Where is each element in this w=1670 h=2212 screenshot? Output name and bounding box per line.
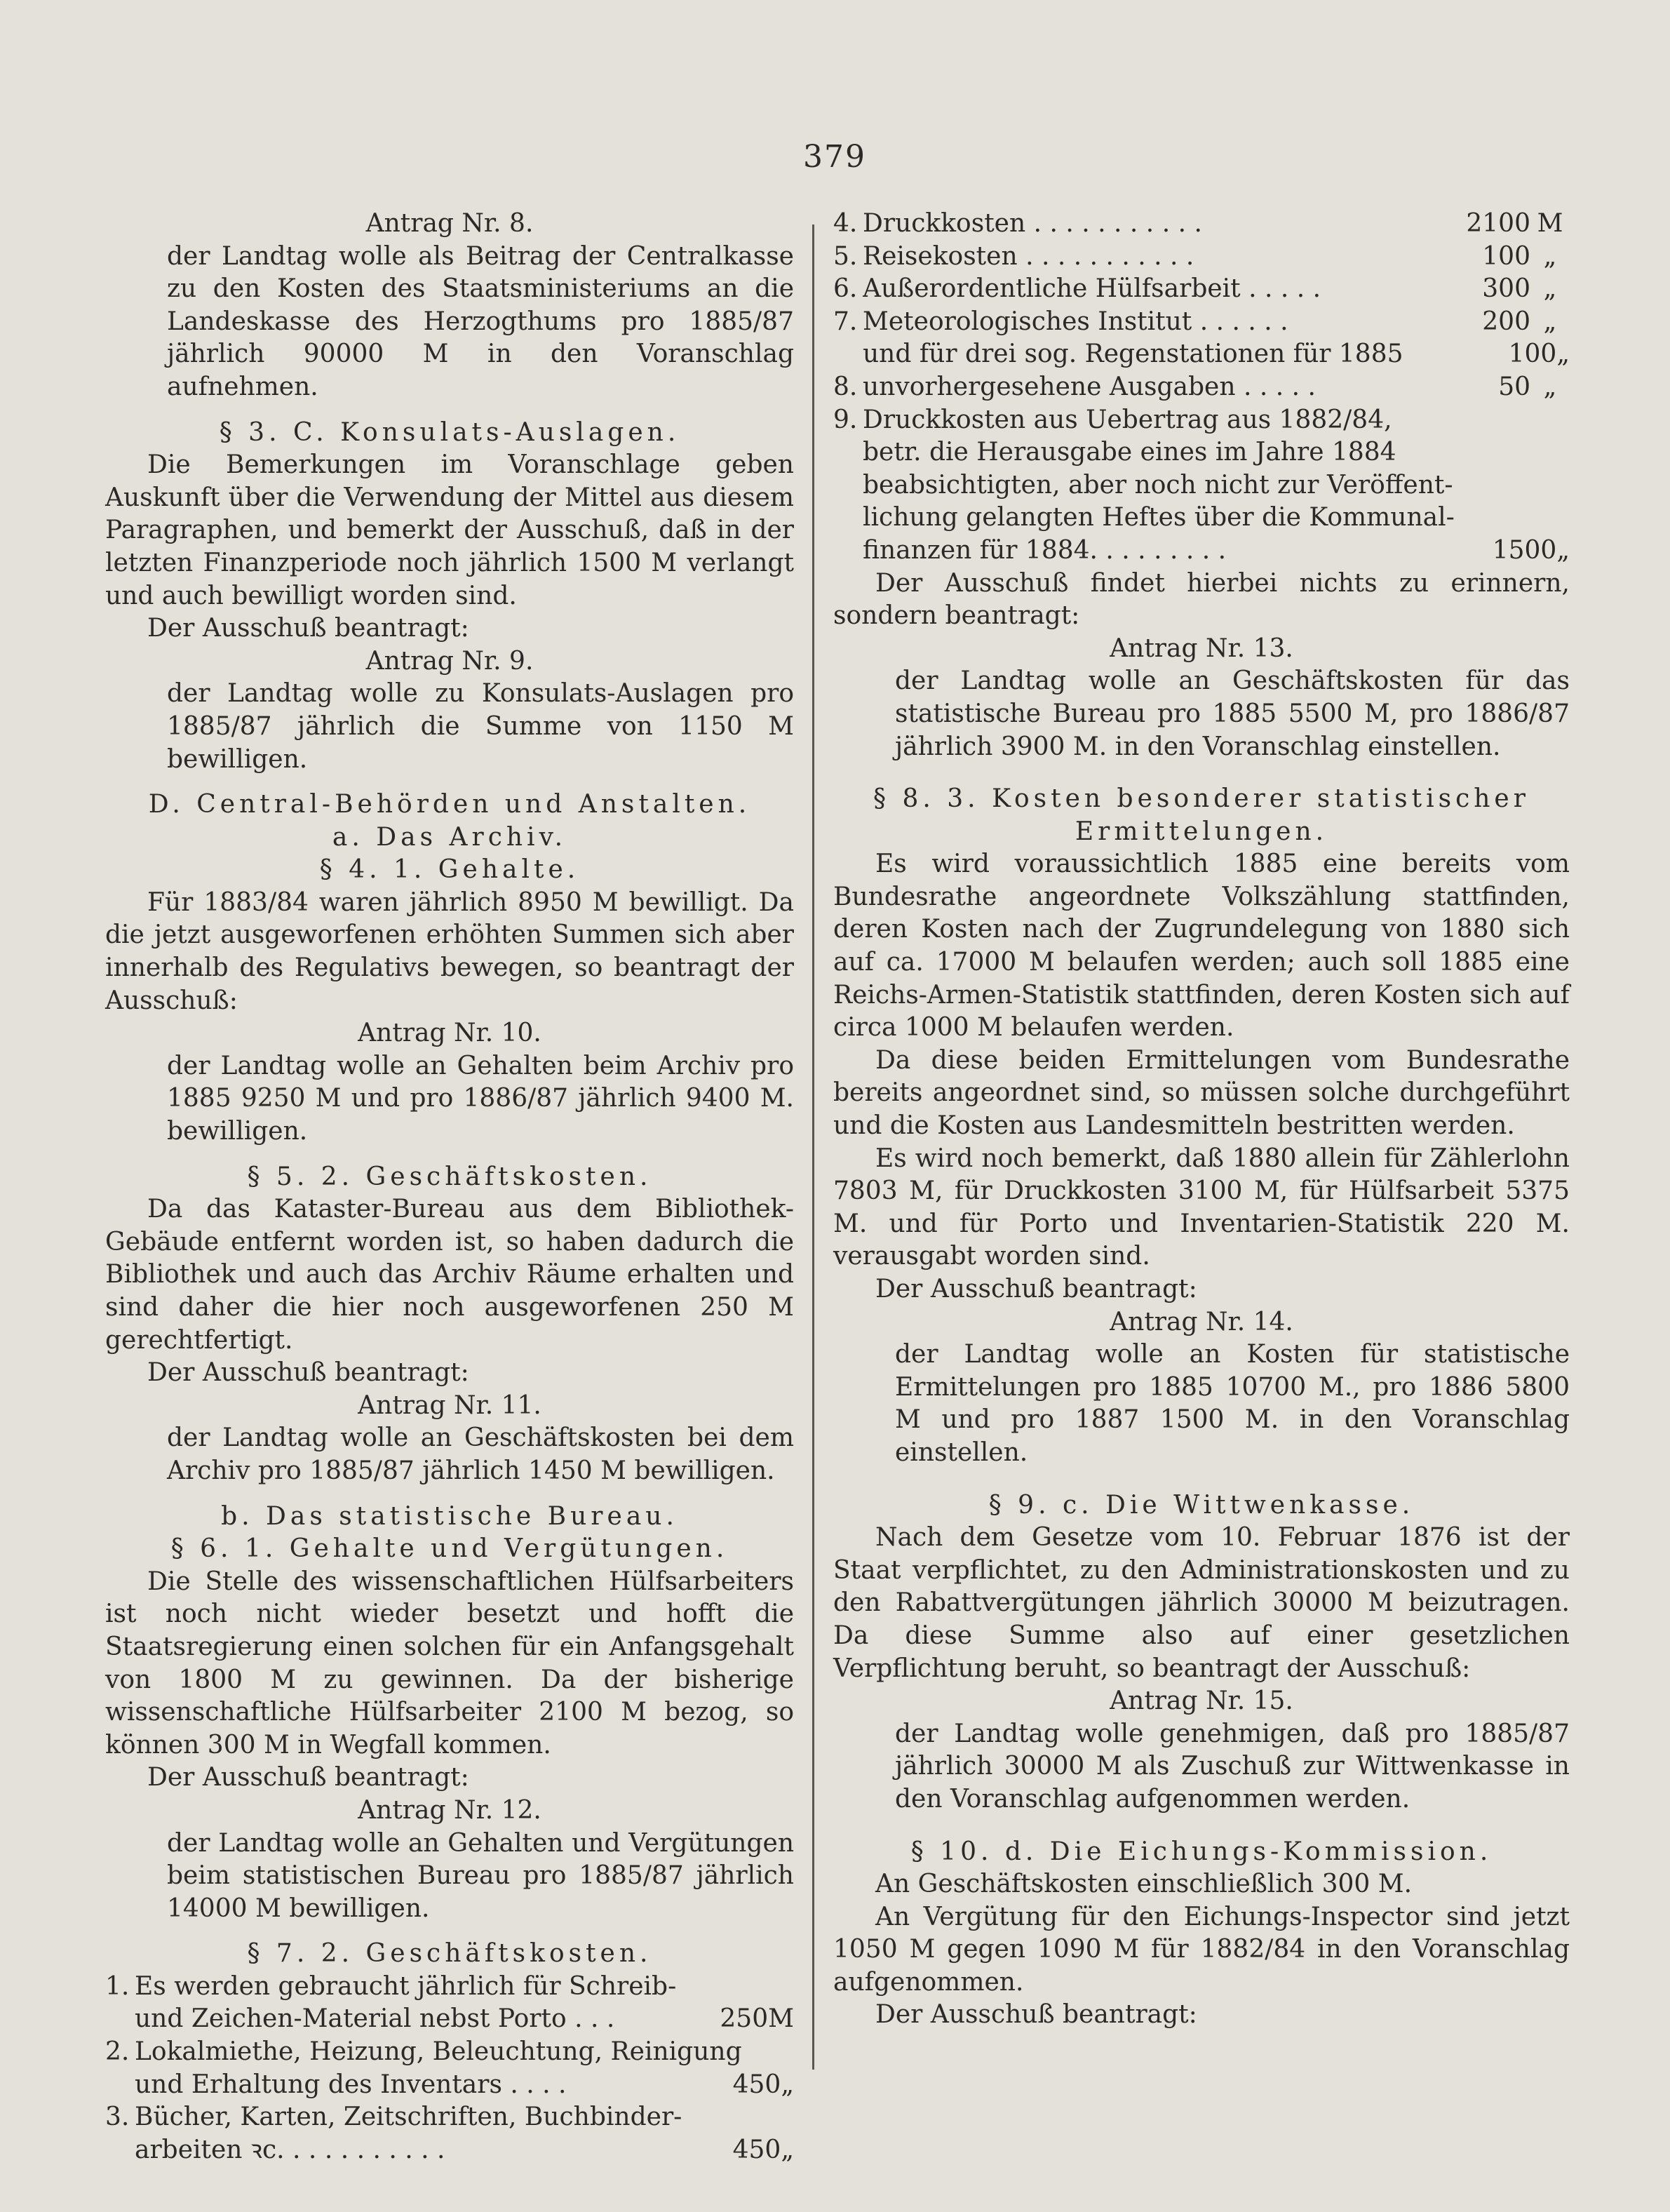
section-8-beantragt: Der Ausschuß beantragt: <box>875 1275 1197 1303</box>
item-unit: „ <box>781 2070 794 2099</box>
antrag-11-body: der Landtag wolle an Geschäftskosten bei dem Archiv pro 1885/87 jährlich 1450 M bewilligen. <box>167 1423 794 1485</box>
antrag-9-body: der Landtag wolle zu Konsulats-Auslagen pro 1885/87 jährlich die Summe von 1150 M bewilligen. <box>167 679 794 774</box>
item-number: 8. <box>833 372 858 401</box>
item-number: 6. <box>833 274 858 304</box>
section-9-body: Nach dem Gesetze vom 10. Februar 1876 ist der Staat verpflichtet, zu den Administrationskosten und zu den Rabattvergütungen jährlich 30000 M beizutragen. Da diese Summe also auf einer gesetzlichen Verpflichtung beruht, so beantragt der Ausschuß: <box>833 1523 1570 1683</box>
item-text: und für drei sog. Regenstationen für 1885 <box>863 340 1403 369</box>
item-text-line2: betr. die Herausgabe eines im Jahre 1884 <box>863 438 1396 467</box>
item-amount: 450 <box>732 2135 781 2164</box>
item-number: 1. <box>105 1971 130 2001</box>
cost-item-7-sub <box>863 338 1570 371</box>
item-amount: 100 <box>1508 340 1557 369</box>
section-6-heading: § 6. 1. Gehalte und Vergütungen. <box>170 1534 729 1564</box>
antrag-13-title: Antrag Nr. 13. <box>1110 634 1293 663</box>
antrag-13-body: der Landtag wolle an Geschäftskosten für das statistische Bureau pro 1885 5500 M, pro 1886/87 jährlich 3900 M. in den Voranschlag einstellen. <box>895 666 1570 761</box>
item-text-line2: und Erhaltung des Inventars . . . . <box>135 2070 567 2099</box>
item-unit: „ <box>781 2135 794 2164</box>
item-text: Druckkosten . . . . . . . . . . . <box>863 209 1202 238</box>
item-unit: „ <box>1556 535 1570 565</box>
section-8-paragraph-1: Es wird voraussichtlich 1885 eine bereits vom Bundesrathe angeordnete Volkszählung stattfinden, deren Kosten nach der Zugrundelegung von 1880 sich auf ca. 17000 M belaufen werden; auch soll 1885 eine Reichs-Armen-Statistik stattfinden, deren Kosten sich auf circa 1000 M belaufen werden. <box>833 850 1570 1043</box>
section-5-beantragt: Der Ausschuß beantragt: <box>147 1358 469 1388</box>
item-number: 4. <box>833 209 858 238</box>
section-7-conclusion: Der Ausschuß findet hierbei nichts zu erinnern, sondern beantragt: <box>833 568 1570 631</box>
antrag-9-title: Antrag Nr. 9. <box>365 646 534 676</box>
item-unit: „ <box>1543 372 1557 401</box>
antrag-15-body: der Landtag wolle genehmigen, daß pro 1885/87 jährlich 30000 M als Zuschuß zur Wittwenkasse in den Voranschlag aufgenommen werden. <box>895 1719 1570 1814</box>
section-3-heading: § 3. C. Konsulats-Auslagen. <box>219 417 680 447</box>
section-6-beantragt: Der Ausschuß beantragt: <box>147 1763 469 1792</box>
cost-item-4 <box>833 208 1570 241</box>
item-amount: 50 <box>1498 372 1530 401</box>
item-text-line5: finanzen für 1884. . . . . . . . . <box>863 535 1227 565</box>
item-text: unvorhergesehene Ausgaben . . . . . <box>863 372 1316 401</box>
item-unit: M <box>768 2004 794 2034</box>
item-text-line2: arbeiten ꝛc. . . . . . . . . . . <box>135 2135 445 2164</box>
item-text-line4: lichung gelangten Heftes über die Kommunal- <box>863 503 1455 532</box>
cost-item-1 <box>105 1971 794 2036</box>
cost-item-8 <box>833 371 1570 404</box>
item-text-line3: beabsichtigten, aber noch nicht zur Veröffent- <box>863 470 1453 500</box>
item-unit: „ <box>1543 241 1557 271</box>
item-unit: „ <box>1543 274 1557 304</box>
item-text: Reisekosten . . . . . . . . . . . <box>863 241 1194 271</box>
item-number: 5. <box>833 241 858 271</box>
item-text-line1: Bücher, Karten, Zeitschriften, Buchbinder- <box>135 2103 682 2132</box>
section-9-heading: § 9. c. Die Wittwenkasse. <box>988 1490 1415 1520</box>
item-unit: „ <box>1556 340 1570 369</box>
section-5-heading: § 5. 2. Geschäftskosten. <box>247 1162 652 1191</box>
item-text-line2: und Zeichen-Material nebst Porto . . . <box>135 2004 615 2034</box>
item-text-line1: Lokalmiethe, Heizung, Beleuchtung, Reinigung <box>135 2037 742 2067</box>
cost-item-2 <box>105 2036 794 2101</box>
section-10-paragraph-2: An Vergütung für den Eichungs-Inspector sind jetzt 1050 M gegen 1090 M für 1882/84 in den Voranschlag aufgenommen. <box>833 1902 1570 1997</box>
antrag-12-title: Antrag Nr. 12. <box>358 1795 541 1825</box>
antrag-12-body: der Landtag wolle an Gehalten und Vergütungen beim statistischen Bureau pro 1885/87 jährlich 14000 M bewilligen. <box>167 1828 794 1923</box>
item-number: 2. <box>105 2037 130 2067</box>
section-6-body: Die Stelle des wissenschaftlichen Hülfsarbeiters ist noch nicht wieder besetzt und hofft die Staatsregierung einen solchen für ein Anfangsgehalt von 1800 M zu gewinnen. Da der bisherige wissenschaftliche Hülfsarbeiter 2100 M bezog, so können 300 M in Wegfall kommen. <box>105 1567 794 1759</box>
section-4-body: Für 1883/84 waren jährlich 8950 M bewilligt. Da die jetzt ausgeworfenen erhöhten Summen sich aber innerhalb des Regulativs bewegen, so beantragt der Ausschuß: <box>105 887 794 1015</box>
item-text: Meteorologisches Institut . . . . . . <box>863 307 1288 336</box>
antrag-8-title: Antrag Nr. 8. <box>365 209 534 238</box>
item-unit: M <box>1537 209 1563 238</box>
cost-item-9 <box>833 404 1570 568</box>
item-amount: 100 <box>1482 241 1530 271</box>
item-amount: 300 <box>1482 274 1530 304</box>
item-unit: „ <box>1543 307 1557 336</box>
part-b-heading: b. Das statistische Bureau. <box>221 1501 678 1531</box>
item-amount: 450 <box>732 2070 781 2099</box>
antrag-15-title: Antrag Nr. 15. <box>1110 1687 1293 1716</box>
section-5-body: Da das Kataster-Bureau aus dem Bibliothek-Gebäude entfernt worden ist, so haben dadurch die Bibliothek und auch das Archiv Räume erhalten und sind daher die hier noch ausgeworfenen 250 M gerechtfertigt. <box>105 1195 794 1355</box>
part-d-heading: D. Central-Behörden und Anstalten. <box>148 790 751 819</box>
cost-item-5 <box>833 241 1570 274</box>
section-3-beantragt: Der Ausschuß beantragt: <box>147 614 469 643</box>
item-text-line1: Es werden gebraucht jährlich für Schreib- <box>135 1971 677 2001</box>
antrag-11-title: Antrag Nr. 11. <box>358 1390 541 1420</box>
section-10-paragraph-1: An Geschäftskosten einschließlich 300 M. <box>875 1870 1413 1899</box>
section-10-beantragt: Der Ausschuß beantragt: <box>875 2000 1197 2030</box>
item-number: 9. <box>833 405 858 434</box>
column-divider <box>812 224 814 2070</box>
antrag-10-title: Antrag Nr. 10. <box>358 1019 541 1048</box>
section-7-heading: § 7. 2. Geschäftskosten. <box>247 1939 652 1969</box>
antrag-8-body: der Landtag wolle als Beitrag der Centralkasse zu den Kosten des Staatsministeriums an die Landeskasse des Herzogthums pro 1885/87 jährlich 90000 M in den Voranschlag aufnehmen. <box>167 241 794 401</box>
cost-item-6 <box>833 273 1570 306</box>
item-number: 7. <box>833 307 858 336</box>
item-amount: 200 <box>1482 307 1530 336</box>
page-number: 379 <box>803 139 866 175</box>
section-4-heading: § 4. 1. Gehalte. <box>319 855 580 885</box>
antrag-10-body: der Landtag wolle an Gehalten beim Archiv pro 1885 9250 M und pro 1886/87 jährlich 9400 M. bewilligen. <box>167 1051 794 1146</box>
left-column <box>105 208 794 2166</box>
cost-item-7 <box>833 306 1570 339</box>
section-8-paragraph-3: Es wird noch bemerkt, daß 1880 allein für Zählerlohn 7803 M, für Druckkosten 3100 M, für Hülfsarbeit 5375 M. und für Porto und Inventarien-Statistik 220 M. verausgabt worden sind. <box>833 1144 1570 1271</box>
section-8-paragraph-2: Da diese beiden Ermittelungen vom Bundesrathe bereits angeordnet sind, so müssen solche durchgeführt und die Kosten aus Landesmitteln bestritten werden. <box>833 1045 1570 1141</box>
section-10-heading: § 10. d. Die Eichungs-Kommission. <box>910 1837 1493 1866</box>
item-amount: 1500 <box>1492 535 1557 565</box>
item-number: 3. <box>105 2103 130 2132</box>
item-amount: 2100 <box>1466 209 1530 238</box>
section-3-body: Die Bemerkungen im Voranschlage geben Auskunft über die Verwendung der Mittel aus diesem Paragraphen, und bemerkt der Ausschuß, daß in der letzten Finanzperiode noch jährlich 1500 M verlangt und auch bewilligt worden sind. <box>105 450 794 610</box>
section-8-heading: § 8. 3. Kosten besonderer statistischer Ermittelungen. <box>873 784 1530 846</box>
antrag-14-body: der Landtag wolle an Kosten für statistische Ermittelungen pro 1885 10700 M., pro 1886 5800 M und pro 1887 1500 M. in den Voranschlag einstellen. <box>895 1340 1570 1467</box>
cost-item-3 <box>105 2101 794 2166</box>
right-column <box>833 208 1570 2032</box>
item-text-line1: Druckkosten aus Uebertrag aus 1882/84, <box>863 405 1392 434</box>
part-a-heading: a. Das Archiv. <box>332 822 567 852</box>
antrag-14-title: Antrag Nr. 14. <box>1110 1307 1293 1336</box>
item-text: Außerordentliche Hülfsarbeit . . . . . <box>863 274 1321 304</box>
item-amount: 250 <box>720 2004 769 2034</box>
